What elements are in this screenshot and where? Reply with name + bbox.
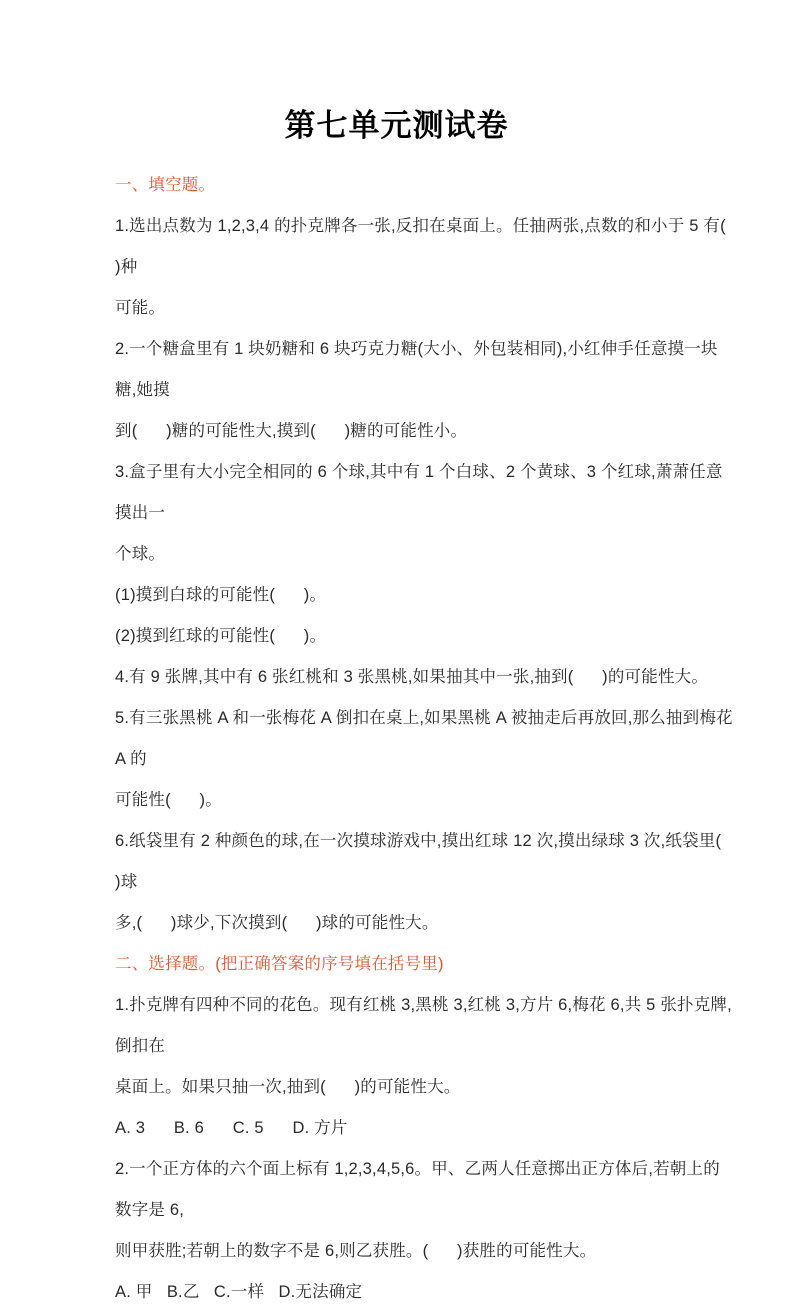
text-line: A. 3 B. 6 C. 5 D. 方片 [115, 1119, 348, 1137]
section-heading: 二、选择题。(把正确答案的序号填在括号里) [115, 955, 444, 973]
text-line: 1.选出点数为 1,2,3,4 的扑克牌各一张,反扣在桌面上。任抽两张,点数的和小于 5 有( )种 [115, 217, 755, 276]
text-line: 可能。 [115, 299, 166, 317]
text-line: 可能性( )。 [115, 791, 222, 809]
sections-container [115, 165, 755, 1313]
text-line: 5.有三张黑桃 A 和一张梅花 A 倒扣在桌上,如果黑桃 A 被抽走后再放回,那么抽到梅花 A 的 [115, 709, 738, 768]
page-title: 第七单元测试卷 [284, 108, 509, 143]
text-line: A. 甲 B.乙 C.一样 D.无法确定 [115, 1283, 363, 1301]
text-line: 2.一个糖盒里有 1 块奶糖和 6 块巧克力糖(大小、外包装相同),小红伸手任意摸一块糖,她摸 [115, 340, 718, 399]
text-line: 1.扑克牌有四种不同的花色。现有红桃 3,黑桃 3,红桃 3,方片 6,梅花 6,共 5 张扑克牌,倒扣在 [115, 996, 732, 1055]
question-section [115, 165, 755, 944]
text-line: (1)摸到白球的可能性( )。 [115, 586, 327, 604]
text-line: 3.盒子里有大小完全相同的 6 个球,其中有 1 个白球、2 个黄球、3 个红球,萧萧任意摸出一 [115, 463, 723, 522]
question-section [115, 944, 735, 1313]
text-line: 到( )糖的可能性大,摸到( )糖的可能性小。 [115, 422, 468, 440]
text-line: 则甲获胜;若朝上的数字不是 6,则乙获胜。( )获胜的可能性大。 [115, 1242, 597, 1260]
text-line: (2)摸到红球的可能性( )。 [115, 627, 327, 645]
section-heading: 一、填空题。 [115, 176, 216, 194]
text-line: 个球。 [115, 545, 166, 563]
text-line: 4.有 9 张牌,其中有 6 张红桃和 3 张黑桃,如果抽其中一张,抽到( )的可能性大。 [115, 668, 709, 686]
text-line: 桌面上。如果只抽一次,抽到( )的可能性大。 [115, 1078, 461, 1096]
text-line: 6.纸袋里有 2 种颜色的球,在一次摸球游戏中,摸出红球 12 次,摸出绿球 3 次,纸袋里( )球 [115, 832, 750, 891]
text-line: 多,( )球少,下次摸到( )球的可能性大。 [115, 914, 439, 932]
text-line: 2.一个正方体的六个面上标有 1,2,3,4,5,6。甲、乙两人任意掷出正方体后,若朝上的数字是 6, [115, 1160, 720, 1219]
